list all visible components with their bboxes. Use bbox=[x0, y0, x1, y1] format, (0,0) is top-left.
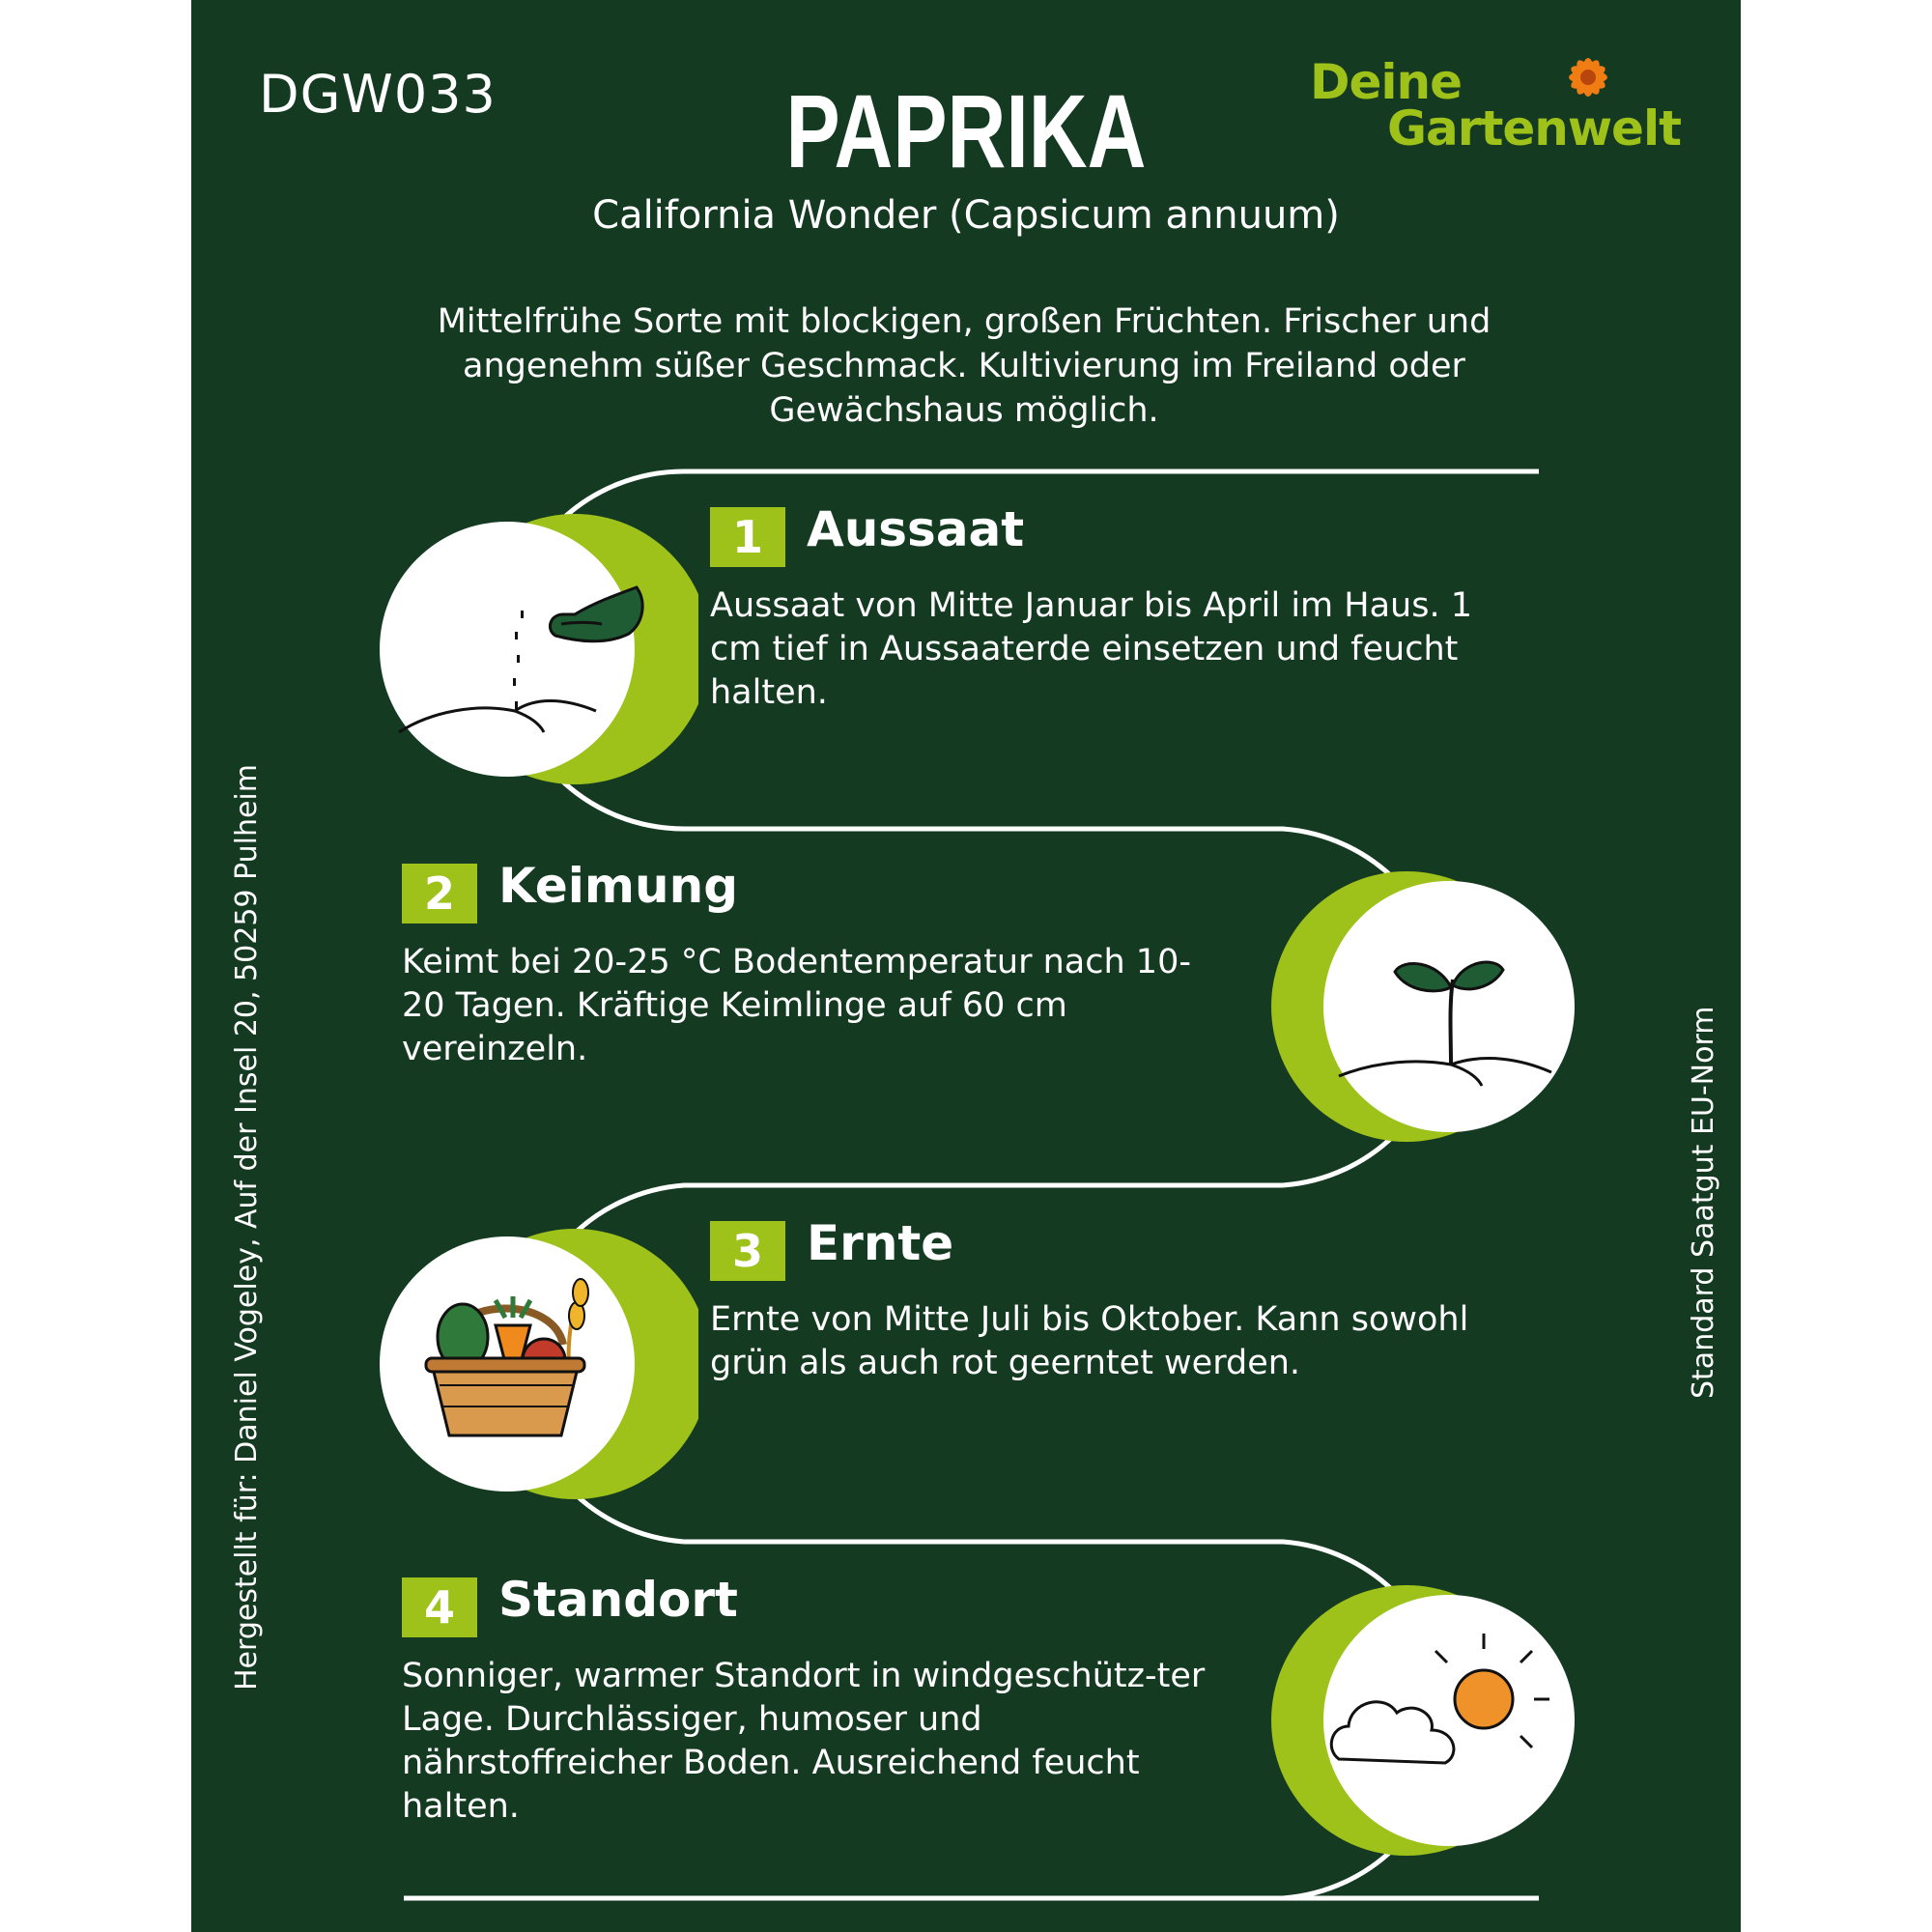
step-4-heading: Standort bbox=[498, 1572, 738, 1628]
step-1-body: Aussaat von Mitte Januar bis April im Haus. 1 cm tief in Aussaaterde einsetzen und feucht halten. bbox=[710, 586, 1472, 712]
logo-word-2: Gartenwelt bbox=[1387, 100, 1681, 156]
page-title: PAPRIKA bbox=[785, 72, 1147, 189]
step-4-body: Sonniger, warmer Standort in windgeschütz-ter Lage. Durchlässiger, humoser und nährstoffreicher Boden. Ausreichend feucht halten. bbox=[402, 1657, 1206, 1826]
step-2-heading: Keimung bbox=[498, 858, 738, 914]
step-4-number: 4 bbox=[402, 1577, 477, 1637]
step-1-heading: Aussaat bbox=[807, 501, 1025, 557]
step-3-icon bbox=[370, 1229, 698, 1499]
manufacturer-note: Hergestellt für: Daniel Vogeley, Auf der Insel 20, 50259 Pulheim bbox=[230, 764, 264, 1690]
step-4-icon bbox=[1271, 1585, 1600, 1856]
standard-note: Standard Saatgut EU-Norm bbox=[1687, 1006, 1720, 1399]
step-2-number: 2 bbox=[402, 864, 477, 923]
step-3-number: 3 bbox=[710, 1221, 785, 1281]
variety-subtitle: California Wonder (Capsicum annuum) bbox=[592, 193, 1340, 238]
step-3-heading: Ernte bbox=[807, 1215, 954, 1271]
step-2-body: Keimt bei 20-25 °C Bodentemperatur nach 10-20 Tagen. Kräftige Keimlinge auf 60 cm vereinzeln. bbox=[402, 943, 1191, 1068]
step-2-icon bbox=[1271, 871, 1600, 1142]
product-code: DGW033 bbox=[259, 64, 497, 125]
logo-word-1: Deine bbox=[1310, 54, 1463, 110]
step-1-icon bbox=[370, 514, 698, 784]
step-3-body: Ernte von Mitte Juli bis Oktober. Kann sowohl grün als auch rot geerntet werden. bbox=[710, 1300, 1469, 1382]
seed-packet-back bbox=[191, 0, 1741, 1932]
variety-description: Mittelfrühe Sorte mit blockigen, großen Früchten. Frischer und angenehm süßer Geschmack. Kultivierung im Freiland oder Gewächshaus möglich. bbox=[437, 302, 1492, 430]
step-1-number: 1 bbox=[710, 507, 785, 567]
